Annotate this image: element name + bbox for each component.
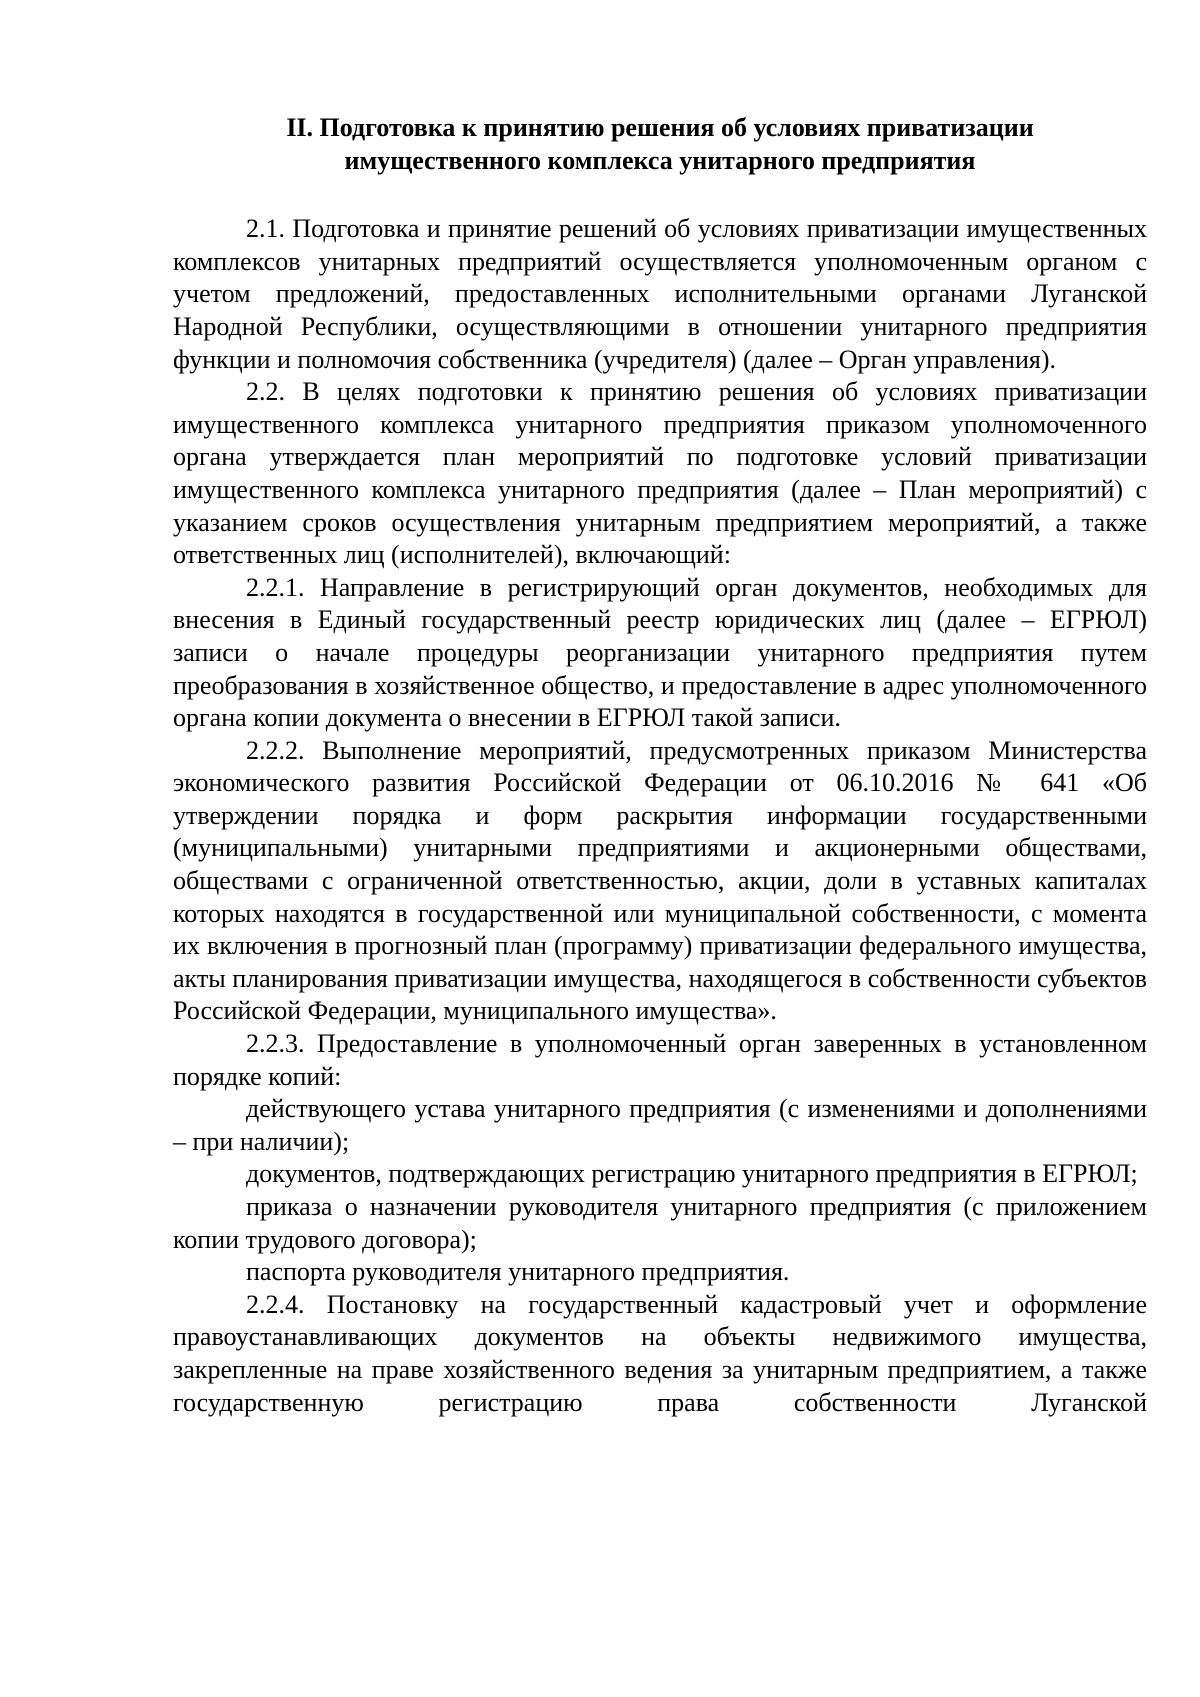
paragraph-2-2: 2.2. В целях подготовки к принятию решения об условиях приватизации имущественного комплекса унитарного предприятия приказом уполномоченного органа утверждается план мероприятий по подготовке условий приватизации имущественного комплекса унитарного предприятия (далее – План мероприятий) с указанием сроков осуществления унитарным предприятием мероприятий, а также ответственных лиц (исполнителей), включающий: (173, 377, 1147, 570)
section-heading (173, 112, 1147, 177)
list-item-registration-docs: документов, подтверждающих регистрацию унитарного предприятия в ЕГРЮЛ; (246, 1159, 1138, 1189)
paragraph-2-1: 2.1. Подготовка и принятие решений об условиях приватизации имущественных комплексов унитарных предприятий осуществляется уполномоченным органом с учетом предложений, предоставленных исполнительными органами Луганской Народной Республики, осуществляющими в отношении унитарного предприятия функции и полномочия собственника (учредителя) (далее – Орган управления). (173, 214, 1147, 374)
paragraph-2-2-3: 2.2.3. Предоставление в уполномоченный орган заверенных в установленном порядке копий: (173, 1029, 1147, 1091)
list-item-director-order: приказа о назначении руководителя унитарного предприятия (с приложением копии трудового договора); (173, 1192, 1147, 1254)
list-item-director-passport: паспорта руководителя унитарного предприятия. (246, 1257, 790, 1287)
document-body (173, 112, 1147, 1419)
list-item-charter: действующего устава унитарного предприятия (с изменениями и дополнениями – при наличии); (173, 1094, 1147, 1156)
section-heading-line-2: имущественного комплекса унитарного предприятия (344, 145, 976, 175)
paragraph-2-2-4: 2.2.4. Постановку на государственный кадастровый учет и оформление правоустанавливающих документов на объекты недвижимого имущества, закрепленные на праве хозяйственного ведения за унитарным предприятием, а также государственную регистрацию права собственности Луганской (173, 1289, 1147, 1417)
paragraph-2-2-1: 2.2.1. Направление в регистрирующий орган документов, необходимых для внесения в Единый государственный реестр юридических лиц (далее – ЕГРЮЛ) записи о начале процедуры реорганизации унитарного предприятия путем преобразования в хозяйственное общество, и предоставление в адрес уполномоченного органа копии документа о внесении в ЕГРЮЛ такой записи. (173, 572, 1147, 733)
paragraph-2-2-2: 2.2.2. Выполнение мероприятий, предусмотренных приказом Министерства экономического развития Российской Федерации от 06.10.2016 № 641 «Об утверждении порядка и форм раскрытия информации государственными (муниципальными) унитарными предприятиями и акционерными обществами, обществами с ограниченной ответственностью, акции, доли в уставных капиталах которых находятся в государственной или муниципальной собственности, с момента их включения в прогнозный план (программу) приватизации федерального имущества, акты планирования приватизации имущества, находящегося в собственности субъектов Российской Федерации, муниципального имущества». (173, 735, 1147, 1026)
section-heading-line-1: II. Подготовка к принятию решения об условиях приватизации (286, 113, 1034, 142)
